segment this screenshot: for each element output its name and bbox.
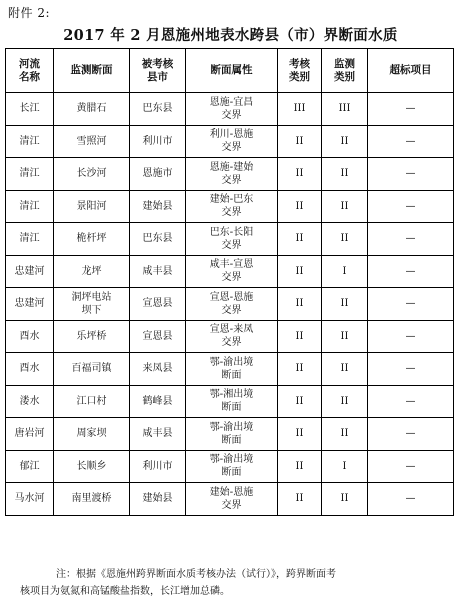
cell-text: 建始-恩施 <box>209 486 254 498</box>
attribute-cell <box>186 483 278 516</box>
header-text: 河流 <box>19 57 40 70</box>
cell-text: 交界 <box>221 272 242 284</box>
exceeded-items-cell: — <box>368 255 454 288</box>
cell-text: 建始-巴东 <box>209 194 254 206</box>
section-cell <box>54 320 130 353</box>
cell-text: 坝下 <box>81 304 102 316</box>
attribute-cell <box>186 320 278 353</box>
assessment-class-cell: II <box>278 353 322 386</box>
section-cell <box>54 93 130 126</box>
cell-text: 恩施-宜昌 <box>209 96 254 108</box>
assessment-class-cell: II <box>278 483 322 516</box>
county-cell: 咸丰县 <box>130 255 186 288</box>
cell-text: 江口村 <box>76 395 107 407</box>
cell-text: 鄂-渝出境 <box>209 454 254 466</box>
exceeded-items-cell: — <box>368 418 454 451</box>
attachment-label: 附件 2: <box>8 6 50 20</box>
cell-text: 恩施-建始 <box>209 161 254 173</box>
river-cell: 忠建河 <box>6 255 54 288</box>
monitoring-class-cell: II <box>322 385 368 418</box>
table-row <box>6 158 454 191</box>
cell-text: 交界 <box>221 337 242 349</box>
assessment-class-cell: III <box>278 93 322 126</box>
attribute-cell <box>186 353 278 386</box>
cell-text: 巴东-长阳 <box>209 226 254 238</box>
header-exceeded-items <box>368 49 454 93</box>
table-row <box>6 190 454 223</box>
section-cell <box>54 385 130 418</box>
section-cell <box>54 125 130 158</box>
table-row <box>6 483 454 516</box>
river-cell: 唐岩河 <box>6 418 54 451</box>
monitoring-class-cell: II <box>322 125 368 158</box>
monitoring-class-cell: III <box>322 93 368 126</box>
table-row <box>6 353 454 386</box>
header-river-name <box>6 49 54 93</box>
footnote-line: 核项目为氨氮和高锰酸盐指数，长江增加总磷。 <box>20 586 230 597</box>
county-cell: 恩施市 <box>130 158 186 191</box>
footnote-line: 注：根据《恩施州跨界断面水质考核办法（试行）》，跨界断面考 <box>56 569 336 580</box>
county-cell: 来凤县 <box>130 353 186 386</box>
section-cell <box>54 190 130 223</box>
monitoring-class-cell: II <box>322 288 368 321</box>
header-text: 县市 <box>147 70 168 83</box>
county-cell: 咸丰县 <box>130 418 186 451</box>
header-text: 监测 <box>334 57 355 70</box>
header-text: 类别 <box>289 70 310 83</box>
cell-text: 交界 <box>221 207 242 219</box>
assessment-class-cell: II <box>278 255 322 288</box>
cell-text: 雪照河 <box>76 135 107 147</box>
table-row <box>6 93 454 126</box>
header-text: 超标项目 <box>389 64 432 76</box>
attribute-cell <box>186 223 278 256</box>
county-cell: 巴东县 <box>130 223 186 256</box>
cell-text: 周家坝 <box>76 428 107 440</box>
monitoring-class-cell: II <box>322 190 368 223</box>
assessment-class-cell: II <box>278 288 322 321</box>
cell-text: 利川-恩施 <box>209 129 254 141</box>
cell-text: 断面 <box>221 369 242 381</box>
exceeded-items-cell: — <box>368 450 454 483</box>
county-cell: 宣恩县 <box>130 288 186 321</box>
table-row <box>6 450 454 483</box>
header-text: 被考核 <box>141 57 174 70</box>
county-cell: 宣恩县 <box>130 320 186 353</box>
section-cell <box>54 288 130 321</box>
county-cell: 利川市 <box>130 450 186 483</box>
exceeded-items-cell: — <box>368 125 454 158</box>
cell-text: 鄂-湘出境 <box>209 389 254 401</box>
monitoring-class-cell: II <box>322 353 368 386</box>
table-row <box>6 385 454 418</box>
cell-text: 交界 <box>221 499 242 511</box>
exceeded-items-cell: — <box>368 158 454 191</box>
assessment-class-cell: II <box>278 158 322 191</box>
section-cell <box>54 353 130 386</box>
assessment-class-cell: II <box>278 223 322 256</box>
river-cell: 清江 <box>6 125 54 158</box>
attribute-cell <box>186 93 278 126</box>
section-cell <box>54 450 130 483</box>
attribute-cell <box>186 450 278 483</box>
table-row <box>6 418 454 451</box>
section-cell <box>54 418 130 451</box>
exceeded-items-cell: — <box>368 223 454 256</box>
county-cell: 巴东县 <box>130 93 186 126</box>
exceeded-items-cell: — <box>368 320 454 353</box>
river-cell: 长江 <box>6 93 54 126</box>
assessment-class-cell: II <box>278 320 322 353</box>
cell-text: 断面 <box>221 467 242 479</box>
assessment-class-cell: II <box>278 418 322 451</box>
page-title: 2017 年 2 月恩施州地表水跨县（市）界断面水质 <box>63 27 398 44</box>
header-row <box>6 49 454 93</box>
cell-text: 宣恩-来凤 <box>209 324 254 336</box>
footnote <box>20 566 452 600</box>
monitoring-class-cell: I <box>322 450 368 483</box>
section-cell <box>54 223 130 256</box>
county-cell: 利川市 <box>130 125 186 158</box>
cell-text: 断面 <box>221 402 242 414</box>
cell-text: 长沙河 <box>76 168 107 180</box>
assessment-class-cell: II <box>278 125 322 158</box>
river-cell: 溇水 <box>6 385 54 418</box>
header-text: 名称 <box>19 70 40 83</box>
cell-text: 百福司镇 <box>71 363 112 375</box>
cell-text: 鄂-渝出境 <box>209 356 254 368</box>
table-row <box>6 223 454 256</box>
exceeded-items-cell: — <box>368 353 454 386</box>
county-cell: 鹤峰县 <box>130 385 186 418</box>
header-text: 断面属性 <box>210 64 253 76</box>
header-assessment-class <box>278 49 322 93</box>
attribute-cell <box>186 158 278 191</box>
river-cell: 酉水 <box>6 353 54 386</box>
header-monitoring-section <box>54 49 130 93</box>
cell-text: 咸丰-宣恩 <box>209 259 254 271</box>
table-row <box>6 288 454 321</box>
assessment-class-cell: II <box>278 190 322 223</box>
assessment-class-cell: II <box>278 385 322 418</box>
exceeded-items-cell: — <box>368 93 454 126</box>
monitoring-class-cell: II <box>322 223 368 256</box>
cell-text: 交界 <box>221 304 242 316</box>
cell-text: 黄腊石 <box>76 103 107 115</box>
header-section-attribute <box>186 49 278 93</box>
table-body <box>6 93 454 516</box>
exceeded-items-cell: — <box>368 483 454 516</box>
header-text: 监测断面 <box>70 64 113 76</box>
table-row <box>6 320 454 353</box>
monitoring-class-cell: I <box>322 255 368 288</box>
assessment-class-cell: II <box>278 450 322 483</box>
cell-text: 断面 <box>221 434 242 446</box>
table-row <box>6 255 454 288</box>
exceeded-items-cell: — <box>368 288 454 321</box>
cell-text: 南里渡桥 <box>71 493 112 505</box>
cell-text: 鄂-渝出境 <box>209 421 254 433</box>
section-cell <box>54 483 130 516</box>
section-cell <box>54 255 130 288</box>
cell-text: 交界 <box>221 239 242 251</box>
cell-text: 桅杆坪 <box>76 233 107 245</box>
cell-text: 交界 <box>221 174 242 186</box>
water-quality-table <box>5 48 454 516</box>
cell-text: 乐坪桥 <box>76 330 107 342</box>
monitoring-class-cell: II <box>322 418 368 451</box>
cell-text: 景阳河 <box>76 200 107 212</box>
table-row <box>6 125 454 158</box>
section-cell <box>54 158 130 191</box>
attribute-cell <box>186 125 278 158</box>
exceeded-items-cell: — <box>368 190 454 223</box>
attribute-cell <box>186 190 278 223</box>
county-cell: 建始县 <box>130 190 186 223</box>
attribute-cell <box>186 288 278 321</box>
river-cell: 清江 <box>6 223 54 256</box>
header-text: 类别 <box>334 70 355 83</box>
river-cell: 马水河 <box>6 483 54 516</box>
county-cell: 建始县 <box>130 483 186 516</box>
river-cell: 酉水 <box>6 320 54 353</box>
cell-text: 交界 <box>221 109 242 121</box>
river-cell: 忠建河 <box>6 288 54 321</box>
attribute-cell <box>186 385 278 418</box>
river-cell: 清江 <box>6 190 54 223</box>
exceeded-items-cell: — <box>368 385 454 418</box>
attribute-cell <box>186 255 278 288</box>
monitoring-class-cell: II <box>322 320 368 353</box>
cell-text: 龙坪 <box>81 265 102 277</box>
header-assessed-county <box>130 49 186 93</box>
attribute-cell <box>186 418 278 451</box>
monitoring-class-cell: II <box>322 483 368 516</box>
cell-text: 洞坪电站 <box>71 291 112 303</box>
header-monitoring-class <box>322 49 368 93</box>
cell-text: 长顺乡 <box>76 460 107 472</box>
cell-text: 交界 <box>221 142 242 154</box>
river-cell: 郁江 <box>6 450 54 483</box>
monitoring-class-cell: II <box>322 158 368 191</box>
cell-text: 宣恩-恩施 <box>209 291 254 303</box>
header-text: 考核 <box>289 57 310 70</box>
river-cell: 清江 <box>6 158 54 191</box>
